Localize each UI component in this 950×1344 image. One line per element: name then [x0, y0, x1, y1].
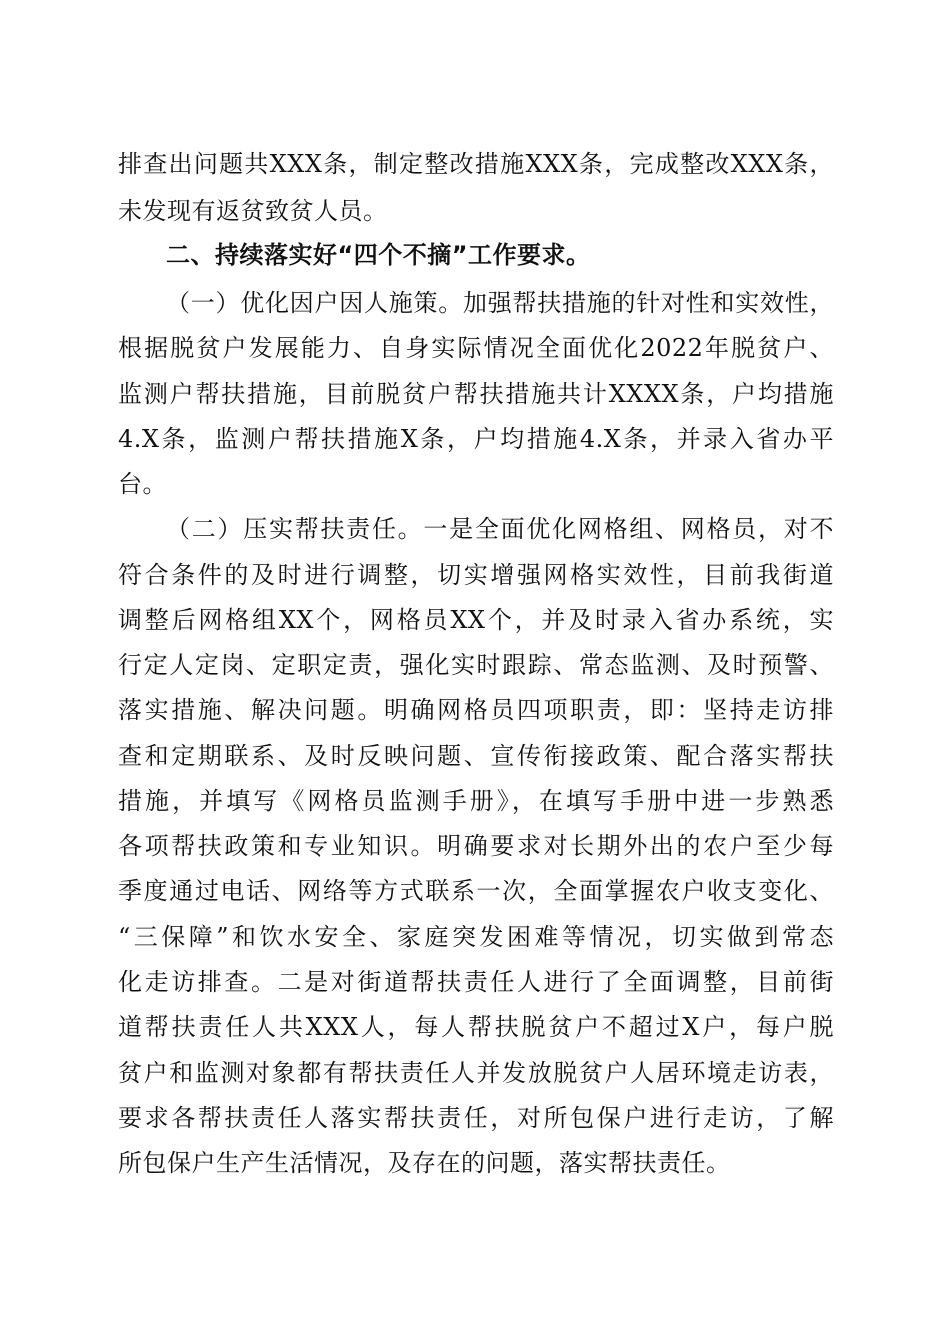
paragraph-line: 排查出问题共XXX条，制定整改措施XXX条，完成整改XXX条，	[118, 150, 834, 178]
paragraph-line: 落实措施、解决问题。明确网格员四项职责，即：坚持走访排	[118, 696, 834, 724]
section-heading: 二、持续落实好“四个不摘”工作要求。	[166, 241, 591, 269]
paragraph-line: （二）压实帮扶责任。一是全面优化网格组、网格员，对不	[166, 515, 834, 543]
paragraph-line: 查和定期联系、及时反映问题、宣传衔接政策、配合落实帮扶	[118, 742, 834, 770]
paragraph-line: 化走访排查。二是对街道帮扶责任人进行了全面调整，目前街	[118, 968, 834, 996]
paragraph-line: 4.X条，监测户帮扶措施X条，户均措施4.X条，并录入省办平	[118, 425, 834, 453]
paragraph-line: 调整后网格组XX个，网格员XX个，并及时录入省办系统，实	[118, 606, 834, 634]
paragraph-line: 道帮扶责任人共XXX人，每人帮扶脱贫户不超过X户，每户脱	[118, 1013, 834, 1041]
paragraph-line: 根据脱贫户发展能力、自身实际情况全面优化2022年脱贫户、	[118, 334, 834, 362]
paragraph-line: 所包保户生产生活情况，及存在的问题，落实帮扶责任。	[118, 1149, 731, 1177]
paragraph-line: 措施，并填写《网格员监测手册》，在填写手册中进一步熟悉	[118, 787, 834, 815]
paragraph-line: 各项帮扶政策和专业知识。明确要求对长期外出的农户至少每	[118, 832, 834, 860]
paragraph-line: 监测户帮扶措施，目前脱贫户帮扶措施共计XXXX条，户均措施	[118, 380, 834, 408]
paragraph-line: 台。	[118, 470, 167, 498]
paragraph-line: “三保障”和饮水安全、家庭突发困难等情况，切实做到常态	[118, 923, 834, 951]
paragraph-line: （一）优化因户因人施策。加强帮扶措施的针对性和实效性，	[166, 289, 834, 317]
paragraph-line: 符合条件的及时进行调整，切实增强网格实效性，目前我街道	[118, 561, 834, 589]
paragraph-line: 要求各帮扶责任人落实帮扶责任，对所包保户进行走访，了解	[118, 1104, 834, 1132]
paragraph-line: 季度通过电话、网络等方式联系一次，全面掌握农户收支变化、	[118, 877, 834, 905]
paragraph-line: 行定人定岗、定职定责，强化实时跟踪、常态监测、及时预警、	[118, 651, 834, 679]
paragraph-line: 未发现有返贫致贫人员。	[118, 197, 388, 225]
paragraph-line: 贫户和监测对象都有帮扶责任人并发放脱贫户人居环境走访表，	[118, 1059, 834, 1087]
